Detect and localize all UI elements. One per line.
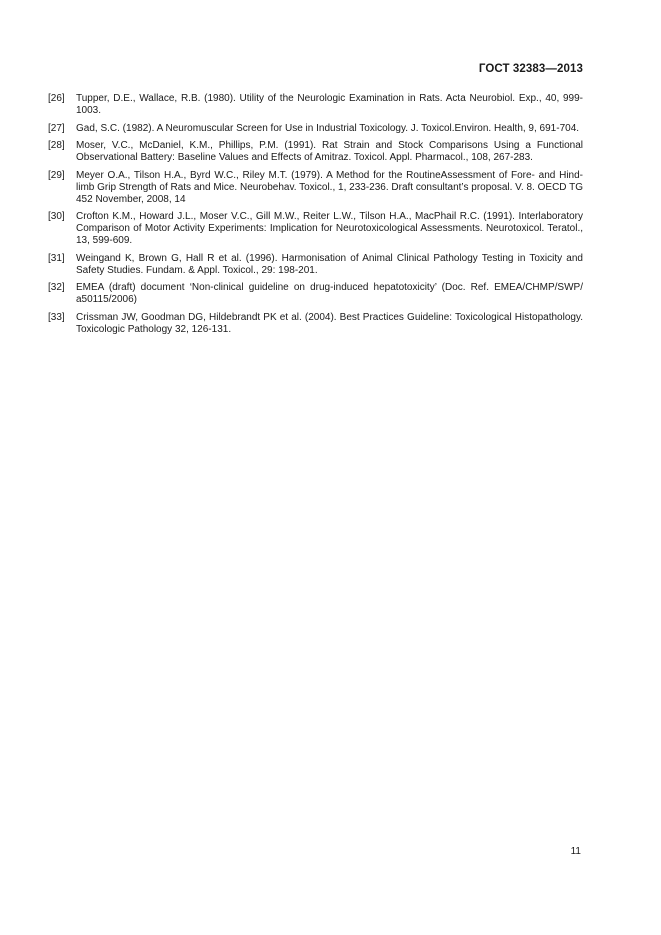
reference-list	[48, 93, 583, 342]
reference-text: Crissman JW, Goodman DG, Hildebrandt PK et al. (2004). Best Practices Guideline: Toxicological Histopathology. Toxicologic Pathology 32, 126-131.	[76, 311, 583, 335]
reference-number: [31]	[48, 252, 65, 264]
reference-item	[48, 253, 583, 277]
reference-item	[48, 170, 583, 205]
reference-text: EMEA (draft) document ‘Non-clinical guideline on drug-induced hepatotoxicity’ (Doc. Ref. EMEA/CHMP/SWP/ a50115/2006)	[76, 282, 583, 306]
page-number: 11	[570, 846, 581, 857]
reference-number: [29]	[48, 169, 65, 181]
reference-number: [33]	[48, 311, 65, 323]
reference-item	[48, 93, 583, 117]
reference-item	[48, 123, 583, 135]
reference-item	[48, 282, 583, 306]
reference-text: Meyer O.A., Tilson H.A., Byrd W.C., Riley M.T. (1979). A Method for the RoutineAssessment of Fore- and Hind-limb Grip Strength of Rats and Mice. Neurobehav. Toxicol., 1, 233-236. Draft consultant’s proposal. V. 8. OECD TG 452 November, 2008, 14	[76, 169, 583, 205]
reference-number: [27]	[48, 122, 65, 134]
reference-item	[48, 140, 583, 164]
reference-item	[48, 312, 583, 336]
reference-text: Gad, S.C. (1982). A Neuromuscular Screen for Use in Industrial Toxicology. J. Toxicol.Environ. Health, 9, 691-704.	[76, 122, 580, 134]
reference-number: [28]	[48, 140, 65, 152]
reference-text: Tupper, D.E., Wallace, R.B. (1980). Utility of the Neurologic Examination in Rats. Acta Neurobiol. Exp., 40, 999-1003.	[76, 93, 583, 116]
reference-number: [26]	[48, 93, 65, 104]
reference-text: Crofton K.M., Howard J.L., Moser V.C., Gill M.W., Reiter L.W., Tilson H.A., MacPhail R.C. (1991). Interlaboratory Comparison of Motor Activity Experiments: Implication for Neurotoxicological Assessments. Neurotoxicol. Teratol., 13, 599-609.	[76, 211, 583, 246]
reference-number: [30]	[48, 211, 65, 223]
reference-number: [32]	[48, 282, 65, 294]
reference-text: Moser, V.C., McDaniel, K.M., Phillips, P.M. (1991). Rat Strain and Stock Comparisons Using a Functional Observational Battery: Baseline Values and Effects of Amitraz. Toxicol. Appl. Pharmacol., 108, 267-283.	[76, 140, 583, 164]
reference-text: Weingand K, Brown G, Hall R et al. (1996). Harmonisation of Animal Clinical Pathology Testing in Toxicity and Safety Studies. Fundam. & Appl. Toxicol., 29: 198-201.	[76, 252, 583, 276]
reference-item	[48, 211, 583, 246]
page-header-standard: ГОСТ 32383—2013	[478, 63, 583, 75]
